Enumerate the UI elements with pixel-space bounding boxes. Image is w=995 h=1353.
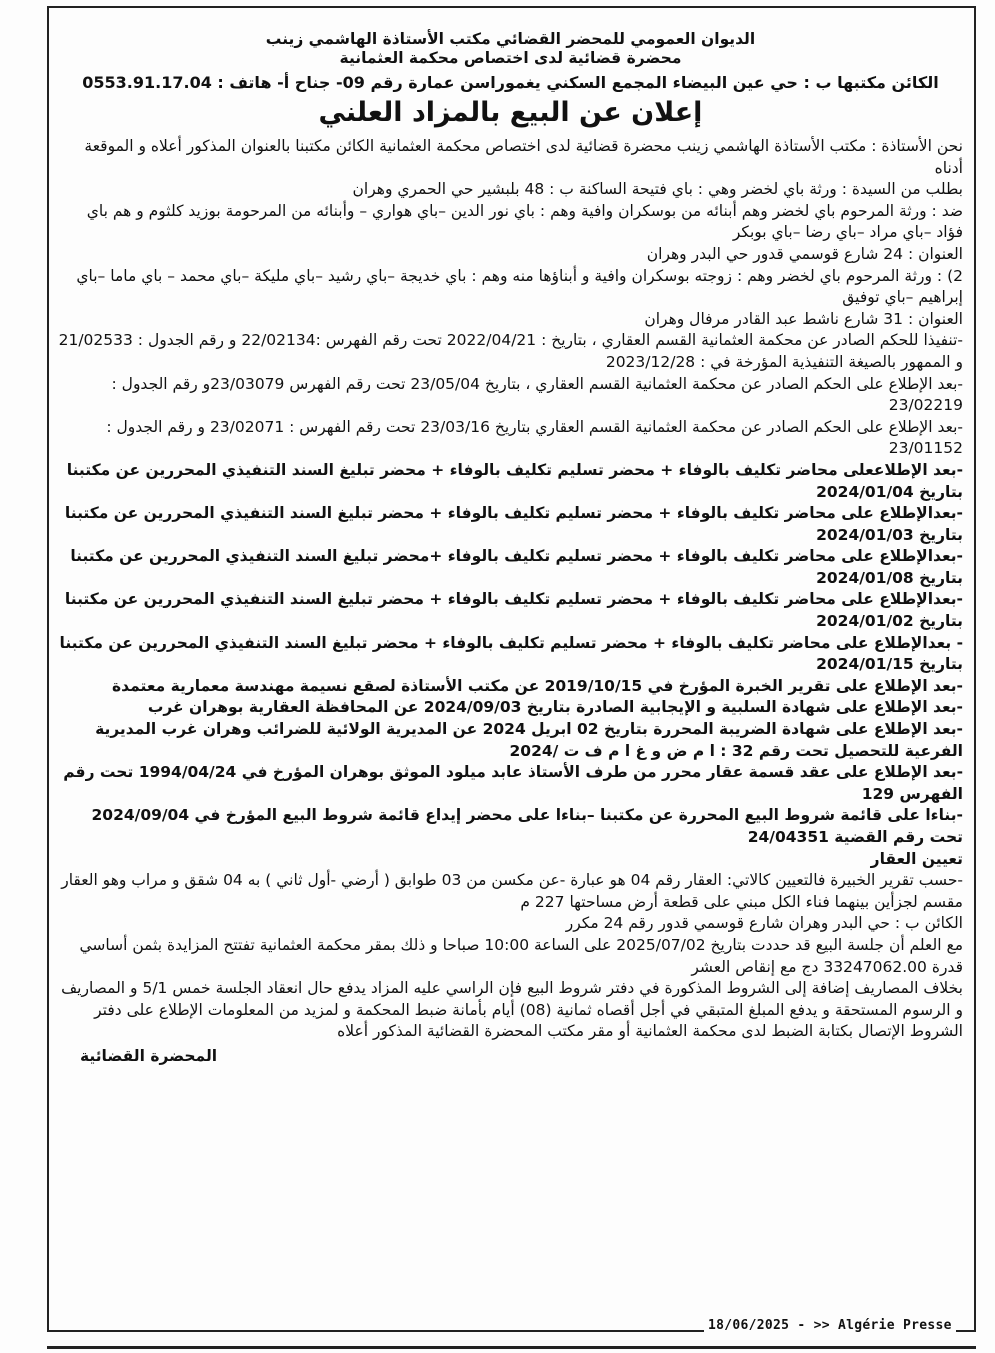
body-paragraph: -تنفيذا للحكم الصادر عن محكمة العثمانية القسم العقاري ، بتاريخ : 2022/04/21 تحت رقم الفهرس :22/02134 و رقم الجدول : 21/02533 <box>58 331 963 350</box>
property-paragraph: الكائن ب : حي البدر وهران شارع قوسمي قدور رقم 24 مكرر <box>565 914 963 933</box>
body-paragraph: بطلب من السيدة : ورثة باي لخضر وهي : باي فتيحة الساكنة ب : 48 بلبشير حي الحمري وهران <box>352 180 963 199</box>
body-paragraph: -بعد الإطلاع على الحكم الصادر عن محكمة العثمانية القسم العقاري بتاريخ 23/03/16 تحت رقم الفهرس : 23/02071 و رقم الجدول : 23/01152 <box>106 417 963 458</box>
body-paragraph: -بعدالإطلاع على محاضر تكليف بالوفاء + محضر تسليم تكليف بالوفاء + محضر تبليغ السند التنفيذي المحررين عن مكتبنا بتاريخ 2024/01/02 <box>64 590 963 631</box>
body-paragraph: نحن الأستاذة : مكتب الأستاذة الهاشمي زينب محضرة قضائية لدى اختصاص محكمة العثمانية الكائن مكتبنا بالعنوان المذكور أعلاه و الموقعة أدناه <box>84 137 963 177</box>
body-paragraph: 2) : ورثة المرحوم باي لخضر وهم : زوجته بوسكران وافية و أبناؤها منه وهم : باي خديجة –باي رشيد –باي مليكة –باي محمد – باي ماما –باي إبراهيم –باي توفيق <box>76 266 963 307</box>
body-paragraph: -بعد الإطلاع على شهادة السلبية و الإيجابية الصادرة بتاريخ 2024/09/03 عن المحافظة العقارية بوهران غرب <box>147 698 963 717</box>
body-paragraph: -بناءا على قائمة شروط البيع المحررة عن مكتبنا –بناءا على محضر إيداع قائمة شروط البيع المؤرخ في 2024/09/04 تحت رقم القضية 24/04351 <box>91 806 963 846</box>
body-paragraph: -بعد الإطلاع على شهادة الضريبة المحررة بتاريخ 02 ابريل 2024 عن المديرية الولائية للضرائب وهران غرب المديرية الفرعية للتحصيل تحت رقم 32 : ا م ض و غ ا م ف ت /2024 <box>95 720 963 760</box>
body-paragraph: العنوان : 31 شارع ناشط عبد القادر مرفال وهران <box>644 309 963 328</box>
section-title: تعيين العقار <box>870 849 963 868</box>
office-jurisdiction: محضرة قضائية لدى اختصاص محكمة العثمانية <box>339 49 682 67</box>
body-paragraph: ضد : ورثة المرحوم باي لخضر وهم أبنائه من بوسكران وافية وهم : باي نور الدين –باي هواري – وأبنائه من المرحومة بوزيد كلثوم و هم باي فؤاد –باي مراد –باي رضا –باي بوبكر <box>86 201 963 242</box>
body-paragraph: -بعدالإطلاع على محاضر تكليف بالوفاء + محضر تسليم تكليف بالوفاء +محضر تبليغ السند التنفيذي المحررين عن مكتبنا بتاريخ 2024/01/08 <box>70 547 963 587</box>
body-paragraph: و الممهور بالصيغة التنفيذية المؤرخة في : 2023/12/28 <box>605 352 963 371</box>
publication-footer: 18/06/2025 - >> Algérie Presse <box>704 1318 956 1333</box>
body-paragraph: -بعد الإطلاع على الحكم الصادر عن محكمة العثمانية القسم العقاري ، بتاريخ 23/05/04 تحت رقم الفهرس 23/03079و رقم الجدول : 23/02219 <box>111 374 963 415</box>
body-paragraph: العنوان : 24 شارع قوسمي قدور حي البدر وهران <box>646 244 963 263</box>
body-paragraph: -بعد الإطلاع على عقد قسمة عقار محرر من طرف الأستاذ عابد ميلود الموثق بوهران المؤرخ في 1994/04/24 تحت رقم الفهرس 129 <box>63 763 963 803</box>
signature: المحضرة القضائية <box>80 1046 218 1065</box>
body-paragraph: -بعدالإطلاع على محاضر تكليف بالوفاء + محضر تسليم تكليف بالوفاء + محضر تبليغ السند التنفيذي المحررين عن مكتبنا بتاريخ 2024/01/03 <box>64 504 963 544</box>
property-paragraph: بخلاف المصاريف إضافة إلى الشروط المذكورة في دفتر شروط البيع فإن الراسي عليه المزاد يدفع حال انعقاد الجلسة خمس 5/1 و المصاريف و الرسوم المستحقة و يدفع المبلغ المتبقي في أجل أقصاه ثمانية (08) أيام بأمانة ضبط المحكمة و لمزيد من المعلومات الإطلاع على دفتر الشروط الإتصال بكتابة الضبط لدى محكمة العثمانية أو مقر مكتب المحضرة القضائية المذكور أعلاه <box>61 979 963 1041</box>
page-title: إعلان عن البيع بالمزاد العلني <box>318 97 703 128</box>
office-address: الكائن مكتبها ب : حي عين البيضاء المجمع السكني يغموراسن عمارة رقم 09- جناح أ- هاتف : 0553.91.17.04 <box>82 73 939 92</box>
notice-content <box>58 30 963 1067</box>
office-name: الديوان العمومي للمحضر القضائي مكتب الأستاذة الهاشمي زينب <box>265 30 756 48</box>
body-paragraph: - بعدالإطلاع على محاضر تكليف بالوفاء + محضر تسليم تكليف بالوفاء + محضر تبليغ السند التنفيذي المحررين عن مكتبنا بتاريخ 2024/01/15 <box>59 633 963 674</box>
property-paragraph: -حسب تقرير الخبيرة فالتعيين كالاتي: العقار رقم 04 هو عبارة -عن مكسن من 03 طوابق ( أرضي -أول ثاني ) به 04 شقق و مراب وهو العقار مقسم لجزأين بينهما فناء الكل مبني على قطعة أرض مساحتها 227 م <box>61 871 963 911</box>
body-paragraph: -بعد الإطلاع على تقرير الخبرة المؤرخ في 2019/10/15 عن مكتب الأستاذة لصقع نسيمة مهندسة معمارية معتمدة <box>112 676 963 695</box>
bottom-rule <box>47 1346 976 1349</box>
body-paragraphs <box>58 136 963 849</box>
body-paragraph: -بعد الإطلاععلى محاضر تكليف بالوفاء + محضر تسليم تكليف بالوفاء + محضر تبليغ السند التنفيذي المحررين عن مكتبنا بتاريخ 2024/01/04 <box>66 460 963 501</box>
property-paragraph: مع العلم أن جلسة البيع قد حددت بتاريخ 2025/07/02 على الساعة 10:00 صباحا و ذلك بمقر محكمة العثمانية تفتتح المزايدة بثمن أساسي قدرة 33247062.00 دج مع إنقاص العشر <box>79 935 963 976</box>
property-paragraphs <box>58 870 963 1043</box>
